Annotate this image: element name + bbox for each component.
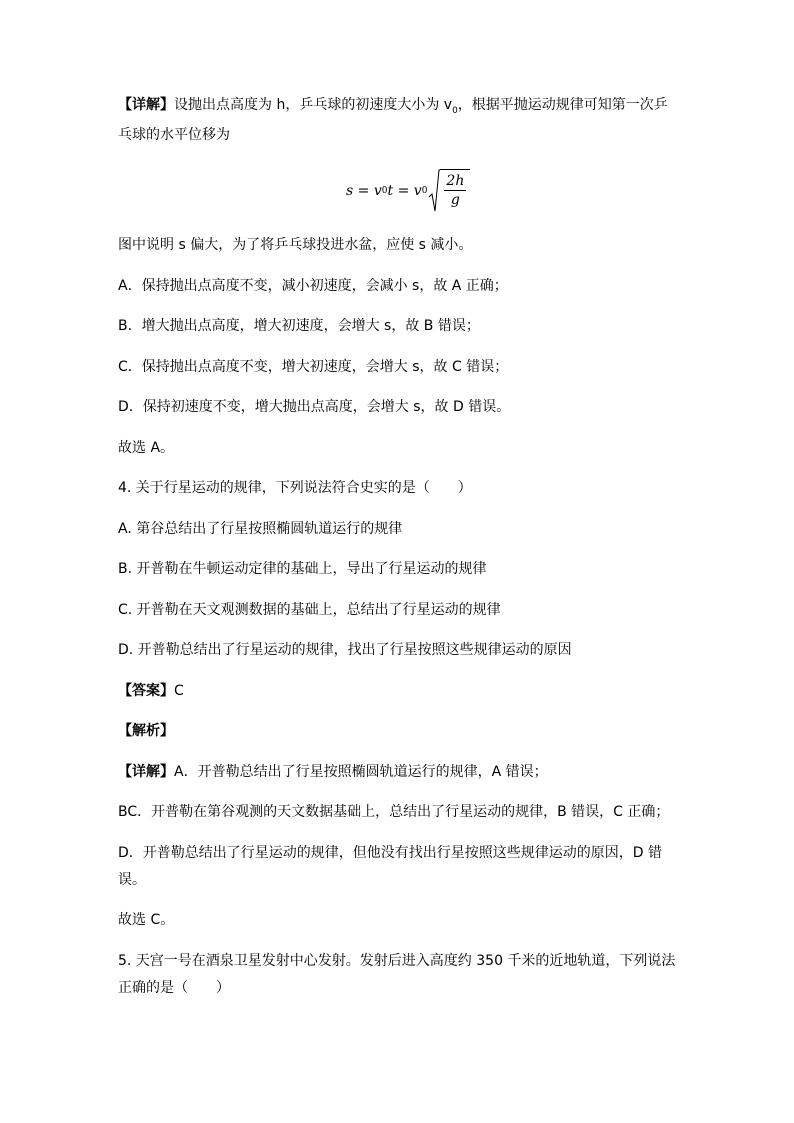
formula-v-2: v — [413, 183, 422, 199]
q4-detail-line-2: BC．开普勒在第谷观测的天文数据基础上，总结出了行星运动的规律，B 错误，C 正确； — [118, 804, 670, 820]
formula-eq-2: = — [393, 183, 414, 199]
fraction — [440, 169, 470, 213]
detail-subscript: 0 — [452, 105, 458, 116]
detail-line-1 — [118, 95, 668, 121]
analysis-tag: 【解析】 — [118, 723, 174, 739]
radical-sign-icon — [428, 169, 440, 213]
formula-s: s — [346, 183, 354, 199]
formula-t: t — [387, 183, 394, 199]
q4-detail-text-1: A．开普勒总结出了行星按照椭圆轨道运行的规律，A 错误； — [174, 764, 548, 780]
question-4-option-a: A. 第谷总结出了行星按照椭圆轨道运行的规律 — [118, 521, 403, 537]
option-b-analysis: B．增大抛出点高度，增大初速度，会增大 s，故 B 错误； — [118, 318, 480, 334]
answer-tag: 【答案】 — [118, 683, 174, 699]
formula-eq-1: = — [353, 183, 374, 199]
formula-sub-0-2: 0 — [421, 186, 428, 196]
formula-v: v — [373, 183, 382, 199]
formula-sub-0: 0 — [381, 186, 388, 196]
square-root — [428, 169, 470, 213]
fraction-numerator: 2h — [446, 173, 465, 189]
answer-value: C — [174, 683, 184, 699]
detail-text-tail: ，根据平抛运动规律可知第一次乒 — [457, 97, 668, 113]
detail-tag: 【详解】 — [118, 97, 174, 113]
displacement-formula — [346, 168, 470, 214]
q4-detail-line-3: D．开普勒总结出了行星运动的规律，但他没有找出行星按照这些规律运动的原因，D 错 — [118, 845, 663, 861]
question-5-line-1: 5. 天宫一号在酒泉卫星发射中心发射。发射后进入高度约 350 千米的近地轨道，下列说法 — [118, 953, 676, 969]
q4-detail-tag: 【详解】 — [118, 764, 174, 780]
option-d-analysis: D．保持初速度不变，增大抛出点高度，会增大 s，故 D 错误。 — [118, 399, 511, 415]
q4-detail-line-4: 误。 — [118, 872, 146, 888]
choose-answer-2: 故选 C。 — [118, 912, 175, 928]
detail-line-2: 乓球的水平位移为 — [118, 127, 230, 143]
question-4-option-b: B. 开普勒在牛顿运动定律的基础上，导出了行星运动的规律 — [118, 561, 487, 577]
question-4-stem: 4. 关于行星运动的规律，下列说法符合史实的是（ ） — [118, 480, 472, 496]
question-5-line-2: 正确的是（ ） — [118, 980, 230, 996]
answer-line — [118, 681, 184, 701]
detail-text: 设抛出点高度为 h，乒乓球的初速度大小为 v — [174, 97, 453, 113]
choose-answer-1: 故选 A。 — [118, 440, 175, 456]
q4-detail-line-1 — [118, 762, 548, 782]
question-4-option-c: C. 开普勒在天文观测数据的基础上，总结出了行星运动的规律 — [118, 602, 501, 618]
question-4-option-d: D. 开普勒总结出了行星运动的规律，找出了行星按照这些规律运动的原因 — [118, 642, 572, 658]
fraction-denominator: g — [450, 192, 460, 208]
option-a-analysis: A．保持抛出点高度不变，减小初速度，会减小 s，故 A 正确； — [118, 278, 508, 294]
explain-line: 图中说明 s 偏大，为了将乒乓球投进水盆，应使 s 减小。 — [118, 237, 473, 253]
option-c-analysis: C．保持抛出点高度不变，增大初速度，会增大 s，故 C 错误； — [118, 359, 509, 375]
